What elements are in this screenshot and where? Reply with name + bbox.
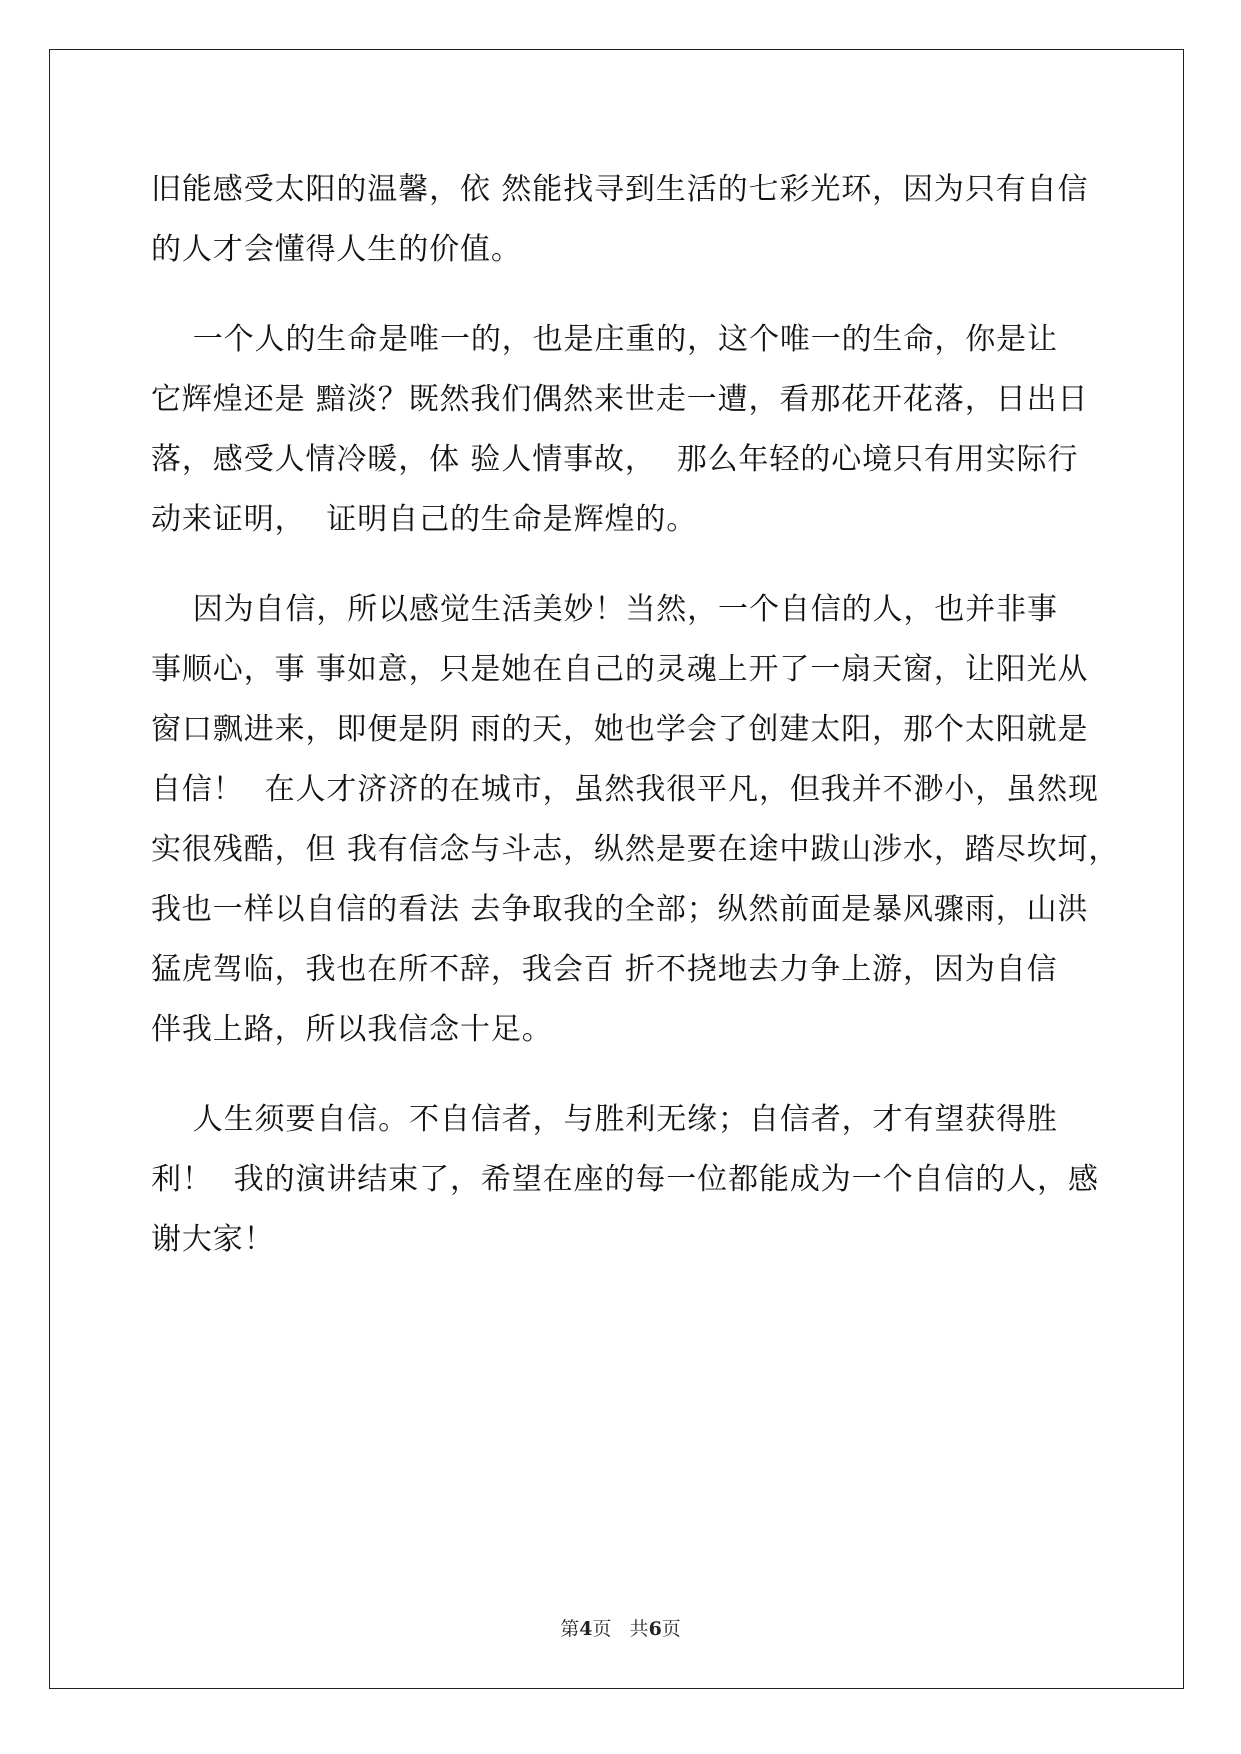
text-line: 事顺心，事 事如意，只是她在自己的灵魂上开了一扇天窗，让阳光从: [151, 652, 1089, 687]
total-pages-number: 6: [648, 1618, 662, 1640]
current-page-number: 4: [579, 1618, 593, 1640]
text-line: 人生须要自信。不自信者，与胜利无缘；自信者，才有望获得胜: [151, 1102, 1058, 1137]
document-body: [151, 160, 1120, 1270]
paragraph: [151, 160, 1091, 280]
text-line: 一个人的生命是唯一的，也是庄重的，这个唯一的生命，你是让: [151, 322, 1058, 357]
text-line: 它辉煌还是 黯淡？既然我们偶然来世走一遭，看那花开花落，日出日: [151, 382, 1089, 417]
text-line: 窗口飘进来，即便是阴 雨的天，她也学会了创建太阳，那个太阳就是: [151, 712, 1089, 747]
paragraph: [151, 580, 1120, 1060]
text-line: 利！ 我的演讲结束了，希望在座的每一位都能成为一个自信的人，感: [151, 1162, 1099, 1197]
page-footer: [0, 1614, 1241, 1641]
text-line: 旧能感受太阳的温馨，依 然能找寻到生活的七彩光环，因为只有自信: [151, 172, 1089, 207]
text-line: 的人才会懂得人生的价值。: [151, 232, 522, 267]
text-line: 落，感受人情冷暖，体 验人情事故， 那么年轻的心境只有用实际行: [151, 442, 1079, 477]
text-line: 猛虎驾临，我也在所不辞，我会百 折不挠地去力争上游，因为自信: [151, 952, 1058, 987]
text-line: 自信！ 在人才济济的在城市，虽然我很平凡，但我并不渺小，虽然现: [151, 772, 1099, 807]
text-line: 实很残酷，但 我有信念与斗志，纵然是要在途中跋山涉水，踏尽坎坷，: [151, 832, 1120, 867]
footer-suffix: 页: [661, 1618, 681, 1640]
text-line: 谢大家！: [151, 1222, 275, 1257]
footer-middle: 页 共: [592, 1618, 649, 1640]
text-line: 我也一样以自信的看法 去争取我的全部；纵然前面是暴风骤雨，山洪: [151, 892, 1089, 927]
paragraph: [151, 1090, 1099, 1270]
paragraph: [151, 310, 1091, 550]
text-line: 因为自信，所以感觉生活美妙！当然，一个自信的人，也并非事: [151, 592, 1058, 627]
text-line: 伴我上路，所以我信念十足。: [151, 1012, 553, 1047]
footer-prefix: 第: [560, 1618, 580, 1640]
text-line: 动来证明， 证明自己的生命是辉煌的。: [151, 502, 698, 537]
